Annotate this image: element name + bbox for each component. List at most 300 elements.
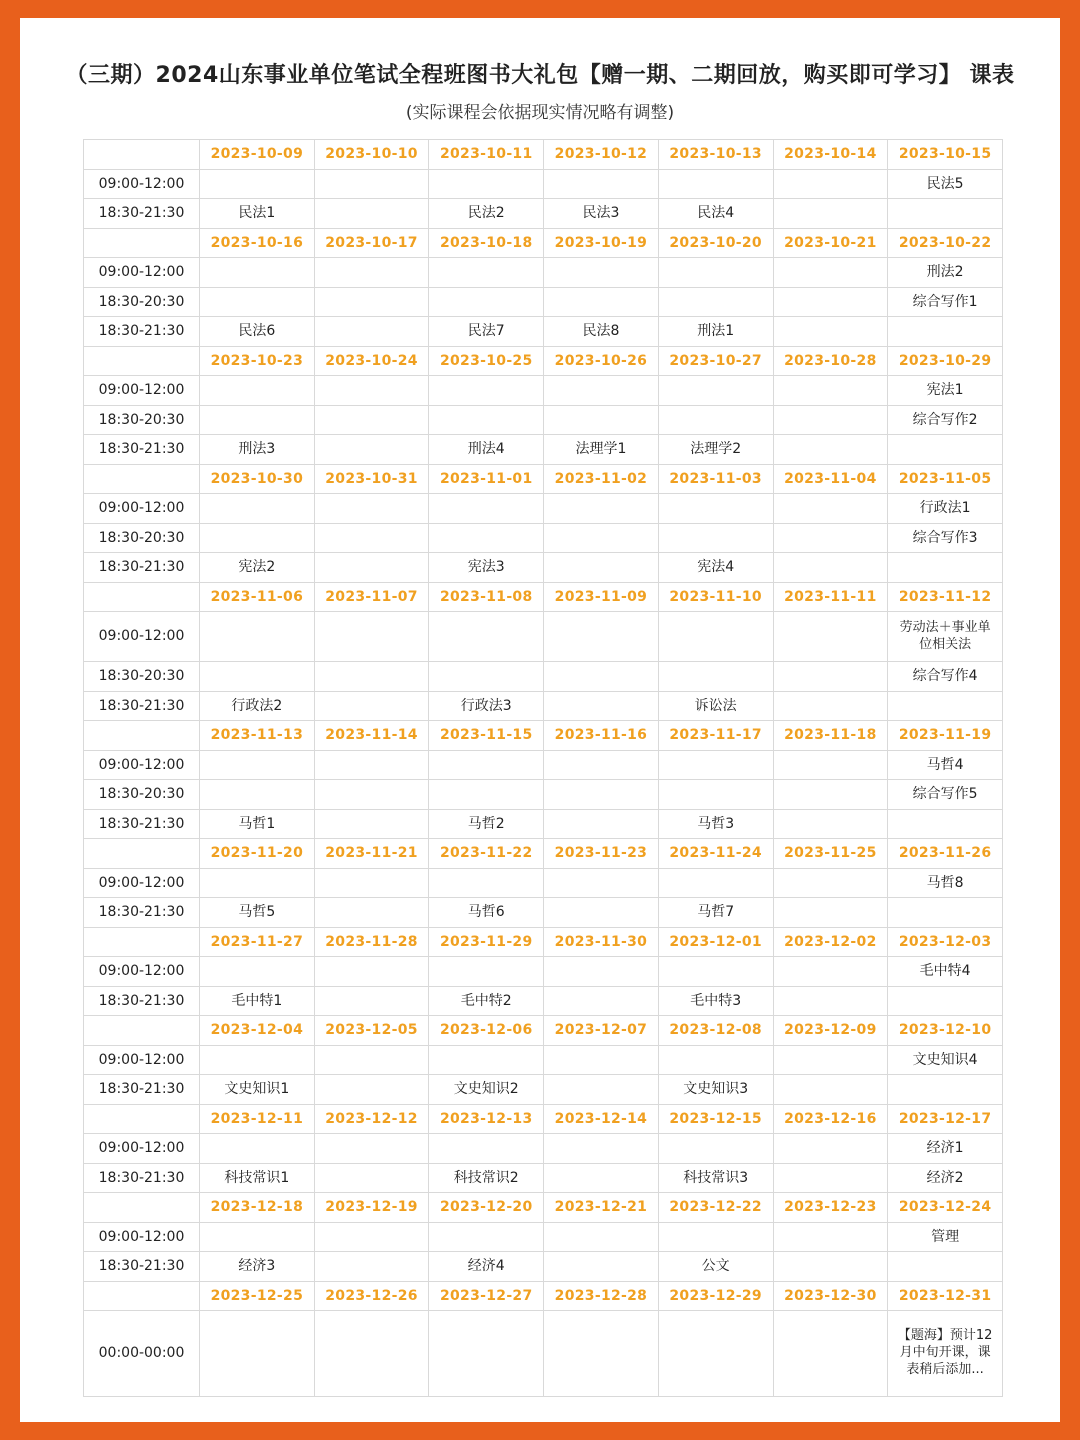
date-cell: 2023-11-30 [544,927,659,957]
empty-cell [888,691,1003,721]
course-cell: 【题海】预计12月中旬开课，课表稍后添加... [888,1311,1003,1397]
session-row [84,1252,1003,1282]
date-cell: 2023-12-17 [888,1104,1003,1134]
course-cell: 综合写作1 [888,287,1003,317]
schedule-sheet [20,18,1060,1422]
empty-cell [544,169,659,199]
empty-cell [544,376,659,406]
empty-cell [773,1222,888,1252]
date-cell: 2023-12-06 [429,1016,544,1046]
empty-cell [200,1045,315,1075]
empty-cell [314,1075,429,1105]
empty-cell [544,1134,659,1164]
empty-cell [888,898,1003,928]
course-cell: 马哲5 [200,898,315,928]
empty-cell [773,523,888,553]
empty-cell [773,258,888,288]
empty-cell [314,1134,429,1164]
date-cell: 2023-11-04 [773,464,888,494]
time-slot-cell: 09:00-12:00 [84,750,200,780]
course-cell: 经济2 [888,1163,1003,1193]
date-row-corner-cell [84,1193,200,1223]
date-cell: 2023-11-12 [888,582,1003,612]
empty-cell [200,405,315,435]
date-cell: 2023-12-05 [314,1016,429,1046]
date-cell: 2023-11-07 [314,582,429,612]
time-slot-cell: 18:30-20:30 [84,662,200,692]
course-cell: 毛中特1 [200,986,315,1016]
date-cell: 2023-10-28 [773,346,888,376]
date-header-row [84,721,1003,751]
empty-cell [544,1075,659,1105]
empty-cell [200,868,315,898]
course-cell: 马哲2 [429,809,544,839]
time-slot-cell: 18:30-21:30 [84,691,200,721]
date-cell: 2023-12-27 [429,1281,544,1311]
date-cell: 2023-11-09 [544,582,659,612]
date-cell: 2023-12-03 [888,927,1003,957]
date-cell: 2023-10-17 [314,228,429,258]
empty-cell [314,376,429,406]
date-cell: 2023-11-25 [773,839,888,869]
empty-cell [773,1311,888,1397]
empty-cell [314,662,429,692]
session-row [84,553,1003,583]
empty-cell [773,612,888,662]
time-slot-cell: 09:00-12:00 [84,868,200,898]
empty-cell [314,1252,429,1282]
empty-cell [429,258,544,288]
empty-cell [888,317,1003,347]
date-cell: 2023-11-18 [773,721,888,751]
empty-cell [658,1222,773,1252]
empty-cell [314,1045,429,1075]
date-cell: 2023-12-14 [544,1104,659,1134]
time-slot-cell: 18:30-21:30 [84,898,200,928]
empty-cell [200,612,315,662]
course-cell: 行政法3 [429,691,544,721]
date-header-row [84,140,1003,170]
course-cell: 文史知识4 [888,1045,1003,1075]
time-slot-cell: 09:00-12:00 [84,376,200,406]
empty-cell [314,868,429,898]
course-cell: 民法1 [200,199,315,229]
date-cell: 2023-10-23 [200,346,315,376]
empty-cell [200,957,315,987]
empty-cell [429,868,544,898]
empty-cell [314,780,429,810]
date-cell: 2023-11-17 [658,721,773,751]
date-cell: 2023-11-16 [544,721,659,751]
date-cell: 2023-10-29 [888,346,1003,376]
empty-cell [544,662,659,692]
date-cell: 2023-10-20 [658,228,773,258]
course-cell: 科技常识1 [200,1163,315,1193]
course-cell: 法理学1 [544,435,659,465]
date-cell: 2023-12-29 [658,1281,773,1311]
date-cell: 2023-11-22 [429,839,544,869]
date-cell: 2023-12-13 [429,1104,544,1134]
empty-cell [773,199,888,229]
empty-cell [773,1252,888,1282]
date-cell: 2023-12-30 [773,1281,888,1311]
empty-cell [658,523,773,553]
date-cell: 2023-12-22 [658,1193,773,1223]
course-cell: 经济3 [200,1252,315,1282]
empty-cell [658,1311,773,1397]
empty-cell [773,780,888,810]
course-cell: 民法6 [200,317,315,347]
empty-cell [658,258,773,288]
course-cell: 刑法2 [888,258,1003,288]
session-row [84,1134,1003,1164]
date-cell: 2023-11-27 [200,927,315,957]
date-cell: 2023-12-28 [544,1281,659,1311]
course-cell: 马哲8 [888,868,1003,898]
course-cell: 综合写作3 [888,523,1003,553]
session-row [84,750,1003,780]
time-slot-cell: 09:00-12:00 [84,494,200,524]
date-cell: 2023-10-15 [888,140,1003,170]
session-row [84,435,1003,465]
session-row [84,1222,1003,1252]
empty-cell [429,750,544,780]
empty-cell [544,809,659,839]
date-cell: 2023-12-07 [544,1016,659,1046]
date-cell: 2023-11-29 [429,927,544,957]
empty-cell [544,258,659,288]
empty-cell [658,405,773,435]
course-cell: 民法2 [429,199,544,229]
time-slot-cell: 18:30-20:30 [84,287,200,317]
session-row [84,662,1003,692]
time-slot-cell: 18:30-21:30 [84,809,200,839]
empty-cell [658,957,773,987]
session-row [84,986,1003,1016]
date-row-corner-cell [84,464,200,494]
empty-cell [888,199,1003,229]
date-cell: 2023-10-21 [773,228,888,258]
session-row [84,780,1003,810]
date-cell: 2023-11-23 [544,839,659,869]
course-cell: 马哲1 [200,809,315,839]
empty-cell [544,1222,659,1252]
time-slot-cell: 18:30-21:30 [84,199,200,229]
empty-cell [658,376,773,406]
session-row [84,1311,1003,1397]
page-title: （三期）2024山东事业单位笔试全程班图书大礼包【赠一期、二期回放，购买即可学习】 课表 [65,63,1015,88]
date-cell: 2023-11-13 [200,721,315,751]
date-row-corner-cell [84,1281,200,1311]
empty-cell [773,494,888,524]
date-cell: 2023-11-02 [544,464,659,494]
empty-cell [314,986,429,1016]
empty-cell [544,750,659,780]
empty-cell [429,780,544,810]
empty-cell [544,957,659,987]
course-cell: 刑法1 [658,317,773,347]
course-cell: 宪法1 [888,376,1003,406]
time-slot-cell: 18:30-21:30 [84,435,200,465]
date-row-corner-cell [84,927,200,957]
course-cell: 经济1 [888,1134,1003,1164]
date-row-corner-cell [84,1016,200,1046]
empty-cell [429,1134,544,1164]
date-row-corner-cell [84,346,200,376]
date-cell: 2023-12-09 [773,1016,888,1046]
empty-cell [429,376,544,406]
empty-cell [658,868,773,898]
empty-cell [658,1045,773,1075]
date-cell: 2023-12-20 [429,1193,544,1223]
empty-cell [314,199,429,229]
empty-cell [773,376,888,406]
empty-cell [888,553,1003,583]
date-cell: 2023-12-15 [658,1104,773,1134]
course-cell: 科技常识2 [429,1163,544,1193]
date-cell: 2023-10-31 [314,464,429,494]
date-cell: 2023-10-22 [888,228,1003,258]
empty-cell [658,750,773,780]
empty-cell [314,169,429,199]
session-row [84,494,1003,524]
date-row-corner-cell [84,839,200,869]
time-slot-cell: 18:30-21:30 [84,986,200,1016]
course-cell: 文史知识2 [429,1075,544,1105]
empty-cell [200,287,315,317]
session-row [84,199,1003,229]
date-cell: 2023-10-19 [544,228,659,258]
empty-cell [544,494,659,524]
session-row [84,405,1003,435]
schedule-table [83,139,1003,1397]
empty-cell [773,169,888,199]
date-cell: 2023-10-18 [429,228,544,258]
course-cell: 马哲6 [429,898,544,928]
date-cell: 2023-10-14 [773,140,888,170]
empty-cell [544,1163,659,1193]
empty-cell [314,809,429,839]
date-cell: 2023-12-26 [314,1281,429,1311]
course-cell: 综合写作2 [888,405,1003,435]
date-header-row [84,464,1003,494]
date-header-row [84,346,1003,376]
empty-cell [200,376,315,406]
date-cell: 2023-12-31 [888,1281,1003,1311]
empty-cell [544,523,659,553]
date-cell: 2023-11-28 [314,927,429,957]
empty-cell [658,662,773,692]
date-cell: 2023-10-25 [429,346,544,376]
course-cell: 公文 [658,1252,773,1282]
empty-cell [544,898,659,928]
session-row [84,1075,1003,1105]
time-slot-cell: 18:30-21:30 [84,1252,200,1282]
course-cell: 综合写作4 [888,662,1003,692]
course-cell: 毛中特2 [429,986,544,1016]
empty-cell [429,287,544,317]
course-cell: 管理 [888,1222,1003,1252]
time-slot-cell: 18:30-20:30 [84,780,200,810]
session-row [84,612,1003,662]
session-row [84,1045,1003,1075]
course-cell: 法理学2 [658,435,773,465]
empty-cell [773,1045,888,1075]
course-cell: 综合写作5 [888,780,1003,810]
page-subtitle: (实际课程会依据现实情况略有调整) [405,103,675,123]
date-row-corner-cell [84,228,200,258]
time-slot-cell: 09:00-12:00 [84,1045,200,1075]
time-slot-cell: 18:30-20:30 [84,405,200,435]
date-cell: 2023-12-04 [200,1016,315,1046]
empty-cell [773,1163,888,1193]
empty-cell [544,986,659,1016]
empty-cell [429,1311,544,1397]
empty-cell [658,780,773,810]
date-header-row [84,1281,1003,1311]
date-cell: 2023-11-26 [888,839,1003,869]
date-cell: 2023-10-13 [658,140,773,170]
course-cell: 马哲7 [658,898,773,928]
empty-cell [200,169,315,199]
course-cell: 宪法3 [429,553,544,583]
time-slot-cell: 18:30-21:30 [84,1075,200,1105]
empty-cell [200,780,315,810]
empty-cell [773,317,888,347]
empty-cell [200,258,315,288]
empty-cell [314,523,429,553]
course-cell: 毛中特4 [888,957,1003,987]
date-cell: 2023-10-10 [314,140,429,170]
empty-cell [314,1311,429,1397]
time-slot-cell: 09:00-12:00 [84,169,200,199]
empty-cell [314,957,429,987]
empty-cell [314,553,429,583]
empty-cell [429,612,544,662]
session-row [84,376,1003,406]
course-cell: 民法4 [658,199,773,229]
session-row [84,691,1003,721]
session-row [84,898,1003,928]
empty-cell [429,405,544,435]
course-cell: 科技常识3 [658,1163,773,1193]
date-cell: 2023-11-03 [658,464,773,494]
date-cell: 2023-11-01 [429,464,544,494]
date-cell: 2023-12-18 [200,1193,315,1223]
empty-cell [314,258,429,288]
empty-cell [773,1075,888,1105]
empty-cell [200,494,315,524]
empty-cell [429,1222,544,1252]
date-cell: 2023-10-12 [544,140,659,170]
date-cell: 2023-12-24 [888,1193,1003,1223]
course-cell: 文史知识1 [200,1075,315,1105]
date-cell: 2023-10-30 [200,464,315,494]
empty-cell [314,750,429,780]
date-row-corner-cell [84,582,200,612]
empty-cell [544,287,659,317]
date-cell: 2023-12-12 [314,1104,429,1134]
course-cell: 马哲4 [888,750,1003,780]
time-slot-cell: 09:00-12:00 [84,1134,200,1164]
empty-cell [773,405,888,435]
empty-cell [200,523,315,553]
session-row [84,287,1003,317]
date-cell: 2023-10-11 [429,140,544,170]
time-slot-cell: 09:00-12:00 [84,612,200,662]
empty-cell [314,898,429,928]
empty-cell [544,691,659,721]
date-header-row [84,1193,1003,1223]
session-row [84,523,1003,553]
empty-cell [544,553,659,583]
empty-cell [658,169,773,199]
course-cell: 毛中特3 [658,986,773,1016]
course-cell: 民法7 [429,317,544,347]
date-cell: 2023-12-02 [773,927,888,957]
date-cell: 2023-12-10 [888,1016,1003,1046]
empty-cell [773,691,888,721]
date-cell: 2023-11-20 [200,839,315,869]
time-slot-cell: 18:30-21:30 [84,317,200,347]
empty-cell [773,662,888,692]
empty-cell [773,809,888,839]
course-cell: 刑法3 [200,435,315,465]
date-cell: 2023-11-08 [429,582,544,612]
date-cell: 2023-11-21 [314,839,429,869]
course-cell: 文史知识3 [658,1075,773,1105]
empty-cell [200,1222,315,1252]
course-cell: 马哲3 [658,809,773,839]
empty-cell [429,494,544,524]
empty-cell [429,957,544,987]
empty-cell [544,868,659,898]
empty-cell [544,1045,659,1075]
empty-cell [429,1045,544,1075]
empty-cell [773,986,888,1016]
date-cell: 2023-12-16 [773,1104,888,1134]
session-row [84,1163,1003,1193]
empty-cell [429,523,544,553]
time-slot-cell: 18:30-21:30 [84,553,200,583]
empty-cell [773,868,888,898]
session-row [84,317,1003,347]
course-cell: 行政法1 [888,494,1003,524]
empty-cell [773,287,888,317]
empty-cell [200,1134,315,1164]
empty-cell [773,553,888,583]
empty-cell [429,662,544,692]
empty-cell [429,169,544,199]
empty-cell [314,317,429,347]
empty-cell [888,809,1003,839]
date-header-row [84,1104,1003,1134]
date-cell: 2023-11-05 [888,464,1003,494]
time-slot-cell: 18:30-21:30 [84,1163,200,1193]
course-cell: 宪法4 [658,553,773,583]
empty-cell [773,750,888,780]
date-cell: 2023-12-01 [658,927,773,957]
date-cell: 2023-11-11 [773,582,888,612]
empty-cell [658,287,773,317]
date-cell: 2023-12-19 [314,1193,429,1223]
empty-cell [314,612,429,662]
date-cell: 2023-12-11 [200,1104,315,1134]
date-cell: 2023-10-26 [544,346,659,376]
date-cell: 2023-11-24 [658,839,773,869]
date-cell: 2023-10-09 [200,140,315,170]
empty-cell [314,494,429,524]
